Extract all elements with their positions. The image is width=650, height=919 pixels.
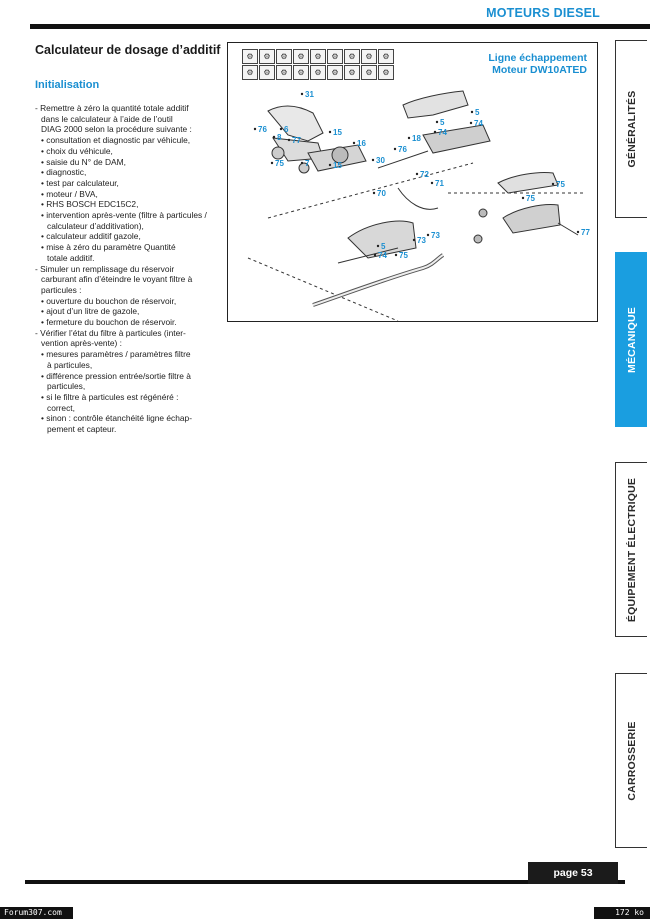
procedure-line: correct,: [47, 402, 75, 413]
callout-dot: [434, 131, 436, 133]
procedure-text: [35, 103, 218, 435]
tool-icon: ⚙: [242, 65, 258, 80]
callout-dot: [416, 173, 418, 175]
procedure-line: • ajout d’un litre de gazole,: [41, 306, 140, 317]
page-subtitle: Initialisation: [35, 79, 100, 91]
callout-dot: [254, 128, 256, 130]
callout-label: 31: [305, 90, 314, 99]
callout-label: 75: [526, 194, 535, 203]
tool-icon: ⚙: [259, 49, 275, 64]
procedure-line: - Remettre à zéro la quantité totale additif: [35, 103, 189, 113]
section-header-title: MOTEURS DIESEL: [486, 6, 600, 20]
callout-dot: [273, 136, 275, 138]
procedure-line: pement et capteur.: [47, 424, 117, 435]
callout-label: 15: [333, 161, 342, 170]
side-tab-label: MÉCANIQUE: [625, 306, 638, 373]
callout-label: 77: [292, 136, 301, 145]
heat-shield: [498, 172, 558, 193]
callout-dot: [288, 139, 290, 141]
callout-dot: [431, 182, 433, 184]
tool-icon: ⚙: [310, 49, 326, 64]
sensor-lines: [398, 188, 438, 209]
intermediate-pipe-highlight: [313, 255, 443, 305]
side-tab[interactable]: [615, 40, 647, 218]
guide-line: [248, 258, 398, 321]
procedure-line: • moteur / BVA,: [41, 188, 98, 199]
procedure-line: • différence pression entrée/sortie filtre à: [41, 370, 191, 381]
procedure-line: - Simuler un remplissage du réservoir: [35, 263, 175, 274]
procedure-line: • mesures paramètres / paramètres filtre: [41, 349, 191, 360]
gasket-part: [272, 147, 284, 159]
callout-dot: [470, 122, 472, 124]
procedure-line: • test par calculateur,: [41, 177, 119, 188]
procedure-line: • sinon : contrôle étanchéité ligne échap-: [41, 413, 192, 424]
side-tab[interactable]: [615, 252, 647, 427]
side-tab[interactable]: [615, 462, 647, 637]
callout-dot: [329, 164, 331, 166]
callout-label: 76: [398, 145, 407, 154]
tool-icon: ⚙: [378, 65, 394, 80]
procedure-line: - Vérifier l’état du filtre à particules (inter-: [35, 327, 186, 338]
procedure-line: • consultation et diagnostic par véhicule,: [41, 135, 191, 146]
procedure-line: • ouverture du bouchon de réservoir,: [41, 295, 177, 306]
front-pipe: [403, 91, 468, 118]
callout-label: 5: [475, 108, 480, 117]
tool-icon: ⚙: [361, 65, 377, 80]
tool-icon: ⚙: [344, 49, 360, 64]
procedure-line: • si le filtre à particules est régénéré :: [41, 391, 179, 402]
callout-label: 71: [435, 179, 444, 188]
callout-dot: [280, 128, 282, 130]
procedure-line: • choix du véhicule,: [41, 145, 113, 156]
procedure-line: calculateur d’additivation),: [47, 220, 144, 231]
callout-dot: [329, 131, 331, 133]
procedure-line: totale additif.: [47, 252, 95, 263]
callout-label: 76: [258, 125, 267, 134]
tool-icon: ⚙: [327, 65, 343, 80]
procedure-line: particules :: [41, 284, 82, 295]
callout-label: 15: [333, 128, 342, 137]
procedure-line: • saisie du N° de DAM,: [41, 156, 126, 167]
forum-watermark: Forum307.com: [0, 907, 73, 919]
callout-dot: [471, 111, 473, 113]
procedure-line: • calculateur additif gazole,: [41, 231, 141, 242]
callout-dot: [301, 162, 303, 164]
procedure-line: DIAG 2000 selon la procédure suivante :: [41, 124, 192, 135]
procedure-line: • fermeture du bouchon de réservoir.: [41, 317, 177, 328]
tool-icon: ⚙: [344, 65, 360, 80]
callout-label: 74: [378, 251, 387, 260]
tool-icon: ⚙: [327, 49, 343, 64]
figure-title-line-2: Moteur DW10ATED: [492, 64, 587, 76]
rear-silencer: [503, 205, 560, 233]
tool-icon: ⚙: [259, 65, 275, 80]
callout-dot: [552, 183, 554, 185]
procedure-line: • diagnostic,: [41, 167, 87, 178]
callout-dot: [436, 121, 438, 123]
exhaust-diagram-figure: [227, 42, 598, 322]
callout-label: 6: [284, 125, 289, 134]
procedure-line: • mise à zéro du paramètre Quantité: [41, 242, 176, 253]
callout-dot: [408, 137, 410, 139]
callout-dot: [413, 239, 415, 241]
callout-dot: [395, 254, 397, 256]
tool-icon: ⚙: [276, 49, 292, 64]
callout-label: 5: [440, 118, 445, 127]
tool-icon: ⚙: [378, 49, 394, 64]
tailpipe: [558, 223, 578, 235]
tool-icon: ⚙: [242, 49, 258, 64]
callout-dot: [522, 197, 524, 199]
callout-dot: [372, 159, 374, 161]
callout-label: 70: [377, 189, 386, 198]
procedure-line: vention après-vente) :: [41, 338, 123, 349]
callout-label: 73: [417, 236, 426, 245]
procedure-line: • intervention après-vente (filtre à particules /: [41, 210, 207, 221]
side-tab-label: GÉNÉRALITÉS: [625, 90, 638, 168]
side-tab-label: ÉQUIPEMENT ÉLECTRIQUE: [625, 477, 638, 622]
callout-label: 30: [376, 156, 385, 165]
callout-label: 77: [581, 228, 590, 237]
guide-line: [268, 163, 473, 218]
page-title: Calculateur de dosage d’additif: [35, 43, 221, 57]
callout-label: 73: [431, 231, 440, 240]
tool-icon: ⚙: [361, 49, 377, 64]
callout-label: 74: [474, 119, 483, 128]
procedure-line: à particules,: [47, 359, 93, 370]
callout-label: 72: [420, 170, 429, 179]
callout-label: 16: [357, 139, 366, 148]
callout-label: 8: [277, 133, 282, 142]
file-size-label: 172 ko: [594, 907, 650, 919]
callout-dot: [301, 93, 303, 95]
side-tab[interactable]: [615, 673, 647, 848]
figure-title-line-1: Ligne échappement: [488, 52, 587, 64]
tool-icon: ⚙: [293, 65, 309, 80]
callout-dot: [353, 142, 355, 144]
procedure-line: particules,: [47, 381, 86, 392]
particle-filter: [423, 125, 490, 153]
callout-dot: [377, 245, 379, 247]
page-number-badge: page 53: [528, 862, 618, 884]
callout-dot: [373, 192, 375, 194]
callout-label: 18: [412, 134, 421, 143]
callout-dot: [394, 148, 396, 150]
tool-icon: ⚙: [276, 65, 292, 80]
tool-icon: ⚙: [310, 65, 326, 80]
procedure-line: • RHS BOSCH EDC15C2,: [41, 199, 139, 210]
callout-label: 75: [556, 180, 565, 189]
clamp-part: [479, 209, 487, 217]
callout-label: 75: [275, 159, 284, 168]
procedure-line: dans le calculateur à l’aide de l’outil: [41, 113, 173, 124]
exhaust-line-drawing: [228, 43, 597, 321]
callout-dot: [577, 231, 579, 233]
callout-dot: [374, 254, 376, 256]
tool-icon: ⚙: [293, 49, 309, 64]
callout-label: 7: [305, 159, 310, 168]
callout-label: 5: [381, 242, 386, 251]
clamp-part: [474, 235, 482, 243]
callout-label: 74: [438, 128, 447, 137]
callout-dot: [271, 162, 273, 164]
side-tab-label: CARROSSERIE: [625, 720, 638, 801]
callout-label: 75: [399, 251, 408, 260]
callout-dot: [427, 234, 429, 236]
header-rule: [30, 24, 650, 29]
procedure-line: carburant afin d’éteindre le voyant filtre à: [41, 274, 193, 285]
